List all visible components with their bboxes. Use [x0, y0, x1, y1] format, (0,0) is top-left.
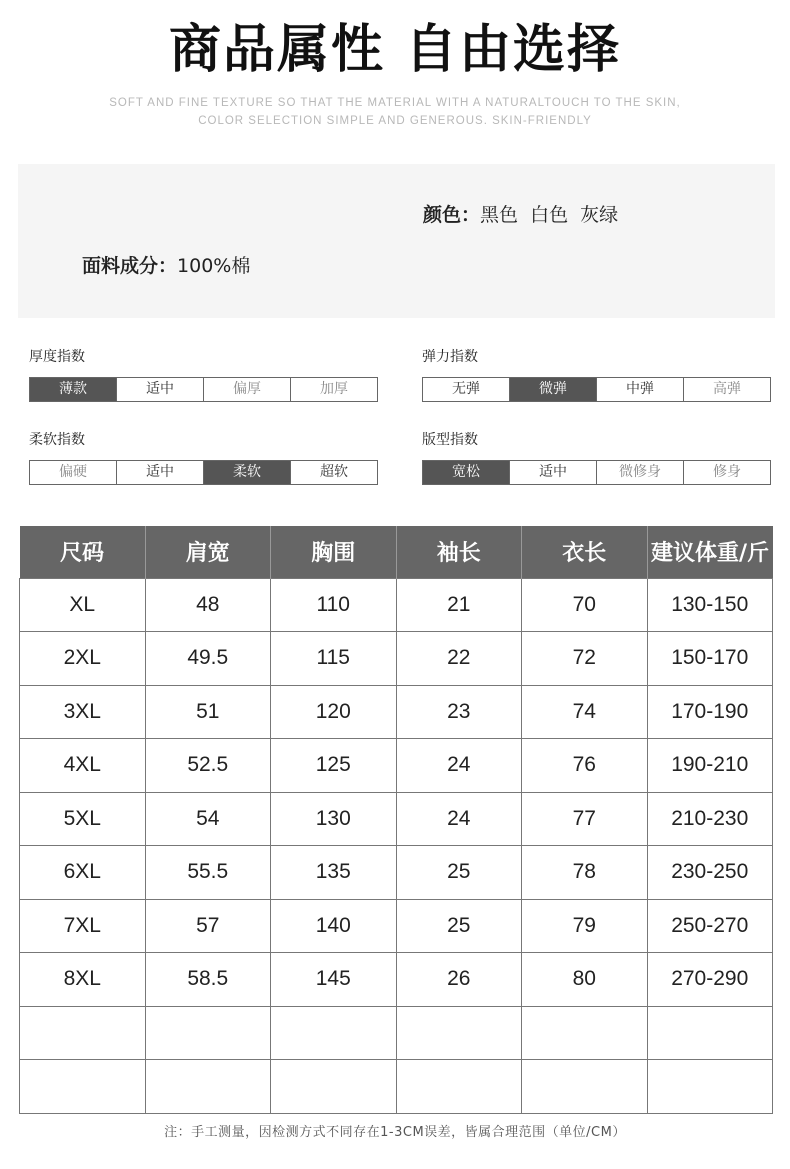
color-attribute	[423, 200, 618, 227]
table-cell: 80	[522, 953, 648, 1007]
table-row	[20, 578, 773, 632]
table-row	[20, 846, 773, 900]
column-header: 胸围	[271, 526, 397, 578]
column-header: 衣长	[522, 526, 648, 578]
table-cell: 110	[271, 578, 397, 632]
table-cell: 24	[396, 739, 522, 793]
table-cell	[647, 1006, 773, 1060]
table-cell: 74	[522, 685, 648, 739]
fabric-key: 面料成分：	[82, 255, 178, 277]
subtitle	[0, 94, 790, 130]
color-key: 颜色：	[423, 204, 481, 226]
table-row	[20, 792, 773, 846]
index-scale	[422, 377, 771, 402]
index-option: 中弹	[597, 378, 684, 401]
table-cell: 8XL	[20, 953, 146, 1007]
footnote: 注：手工测量，因检测方式不同存在1-3CM误差，皆属合理范围（单位/CM）	[164, 1125, 626, 1140]
attribute-panel	[18, 164, 775, 318]
index-option: 偏厚	[204, 378, 291, 401]
table-cell	[396, 1006, 522, 1060]
table-cell	[20, 1006, 146, 1060]
fabric-value: 100%棉	[177, 255, 251, 277]
table-cell: 120	[271, 685, 397, 739]
table-cell	[271, 1006, 397, 1060]
page-title: 商品属性 自由选择	[168, 20, 622, 80]
table-cell: 190-210	[647, 739, 773, 793]
table-cell: 79	[522, 899, 648, 953]
table-cell: 135	[271, 846, 397, 900]
table-cell: 140	[271, 899, 397, 953]
index-option: 适中	[117, 461, 204, 484]
index-option: 薄款	[30, 378, 117, 401]
index-option: 适中	[510, 461, 597, 484]
table-cell: 70	[522, 578, 648, 632]
index-option: 加厚	[291, 378, 377, 401]
size-table	[19, 526, 773, 1114]
table-cell: 145	[271, 953, 397, 1007]
index-option: 超软	[291, 461, 377, 484]
column-header: 袖长	[396, 526, 522, 578]
index-option: 修身	[684, 461, 770, 484]
table-cell: 4XL	[20, 739, 146, 793]
table-cell	[647, 1060, 773, 1114]
index-option: 微修身	[597, 461, 684, 484]
table-cell: 51	[145, 685, 271, 739]
table-cell	[396, 1060, 522, 1114]
table-row	[20, 632, 773, 686]
table-header-row	[20, 526, 773, 578]
index-scale	[29, 460, 378, 485]
table-cell: 170-190	[647, 685, 773, 739]
table-cell: 77	[522, 792, 648, 846]
index-option: 柔软	[204, 461, 291, 484]
table-cell: 270-290	[647, 953, 773, 1007]
index-label: 柔软指数	[29, 432, 85, 448]
subtitle-line: COLOR SELECTION SIMPLE AND GENEROUS. SKIN-FRIENDLY	[198, 115, 592, 127]
table-row	[20, 953, 773, 1007]
table-row	[20, 899, 773, 953]
table-cell: 23	[396, 685, 522, 739]
table-cell: 72	[522, 632, 648, 686]
column-header: 肩宽	[145, 526, 271, 578]
table-cell: 48	[145, 578, 271, 632]
table-cell	[522, 1006, 648, 1060]
table-cell: 250-270	[647, 899, 773, 953]
elasticity-index	[422, 347, 771, 402]
index-option: 微弹	[510, 378, 597, 401]
table-cell: 230-250	[647, 846, 773, 900]
table-cell: 55.5	[145, 846, 271, 900]
thickness-index	[29, 347, 378, 402]
table-cell: 26	[396, 953, 522, 1007]
table-cell: 49.5	[145, 632, 271, 686]
index-option: 适中	[117, 378, 204, 401]
table-cell: 2XL	[20, 632, 146, 686]
table-cell: 21	[396, 578, 522, 632]
table-cell: 5XL	[20, 792, 146, 846]
color-value: 黑色 白色 灰绿	[480, 204, 619, 226]
table-cell: 76	[522, 739, 648, 793]
table-row	[20, 1060, 773, 1114]
column-header: 尺码	[20, 526, 146, 578]
table-cell	[20, 1060, 146, 1114]
index-label: 厚度指数	[29, 349, 85, 365]
table-cell: 6XL	[20, 846, 146, 900]
table-cell: 3XL	[20, 685, 146, 739]
index-option: 宽松	[423, 461, 510, 484]
fit-index	[422, 430, 771, 485]
index-scale	[29, 377, 378, 402]
fabric-attribute	[82, 251, 250, 278]
table-cell	[522, 1060, 648, 1114]
index-scale	[422, 460, 771, 485]
subtitle-line: SOFT AND FINE TEXTURE SO THAT THE MATERIAL WITH A NATURALTOUCH TO THE SKIN,	[109, 97, 681, 109]
table-cell: XL	[20, 578, 146, 632]
table-cell	[271, 1060, 397, 1114]
table-row	[20, 685, 773, 739]
index-label: 弹力指数	[422, 349, 478, 365]
table-row	[20, 1006, 773, 1060]
table-cell: 210-230	[647, 792, 773, 846]
table-cell: 25	[396, 846, 522, 900]
table-cell: 54	[145, 792, 271, 846]
table-cell: 130-150	[647, 578, 773, 632]
table-cell: 115	[271, 632, 397, 686]
table-cell: 24	[396, 792, 522, 846]
table-cell: 7XL	[20, 899, 146, 953]
table-cell: 78	[522, 846, 648, 900]
table-cell: 52.5	[145, 739, 271, 793]
table-cell: 57	[145, 899, 271, 953]
table-cell: 25	[396, 899, 522, 953]
table-cell: 150-170	[647, 632, 773, 686]
index-option: 无弹	[423, 378, 510, 401]
index-option: 高弹	[684, 378, 770, 401]
table-body	[20, 578, 773, 1113]
table-cell: 22	[396, 632, 522, 686]
index-option: 偏硬	[30, 461, 117, 484]
index-label: 版型指数	[422, 432, 478, 448]
table-cell	[145, 1006, 271, 1060]
table-cell: 130	[271, 792, 397, 846]
softness-index	[29, 430, 378, 485]
table-cell: 58.5	[145, 953, 271, 1007]
table-cell: 125	[271, 739, 397, 793]
table-row	[20, 739, 773, 793]
column-header: 建议体重/斤	[647, 526, 773, 578]
table-cell	[145, 1060, 271, 1114]
